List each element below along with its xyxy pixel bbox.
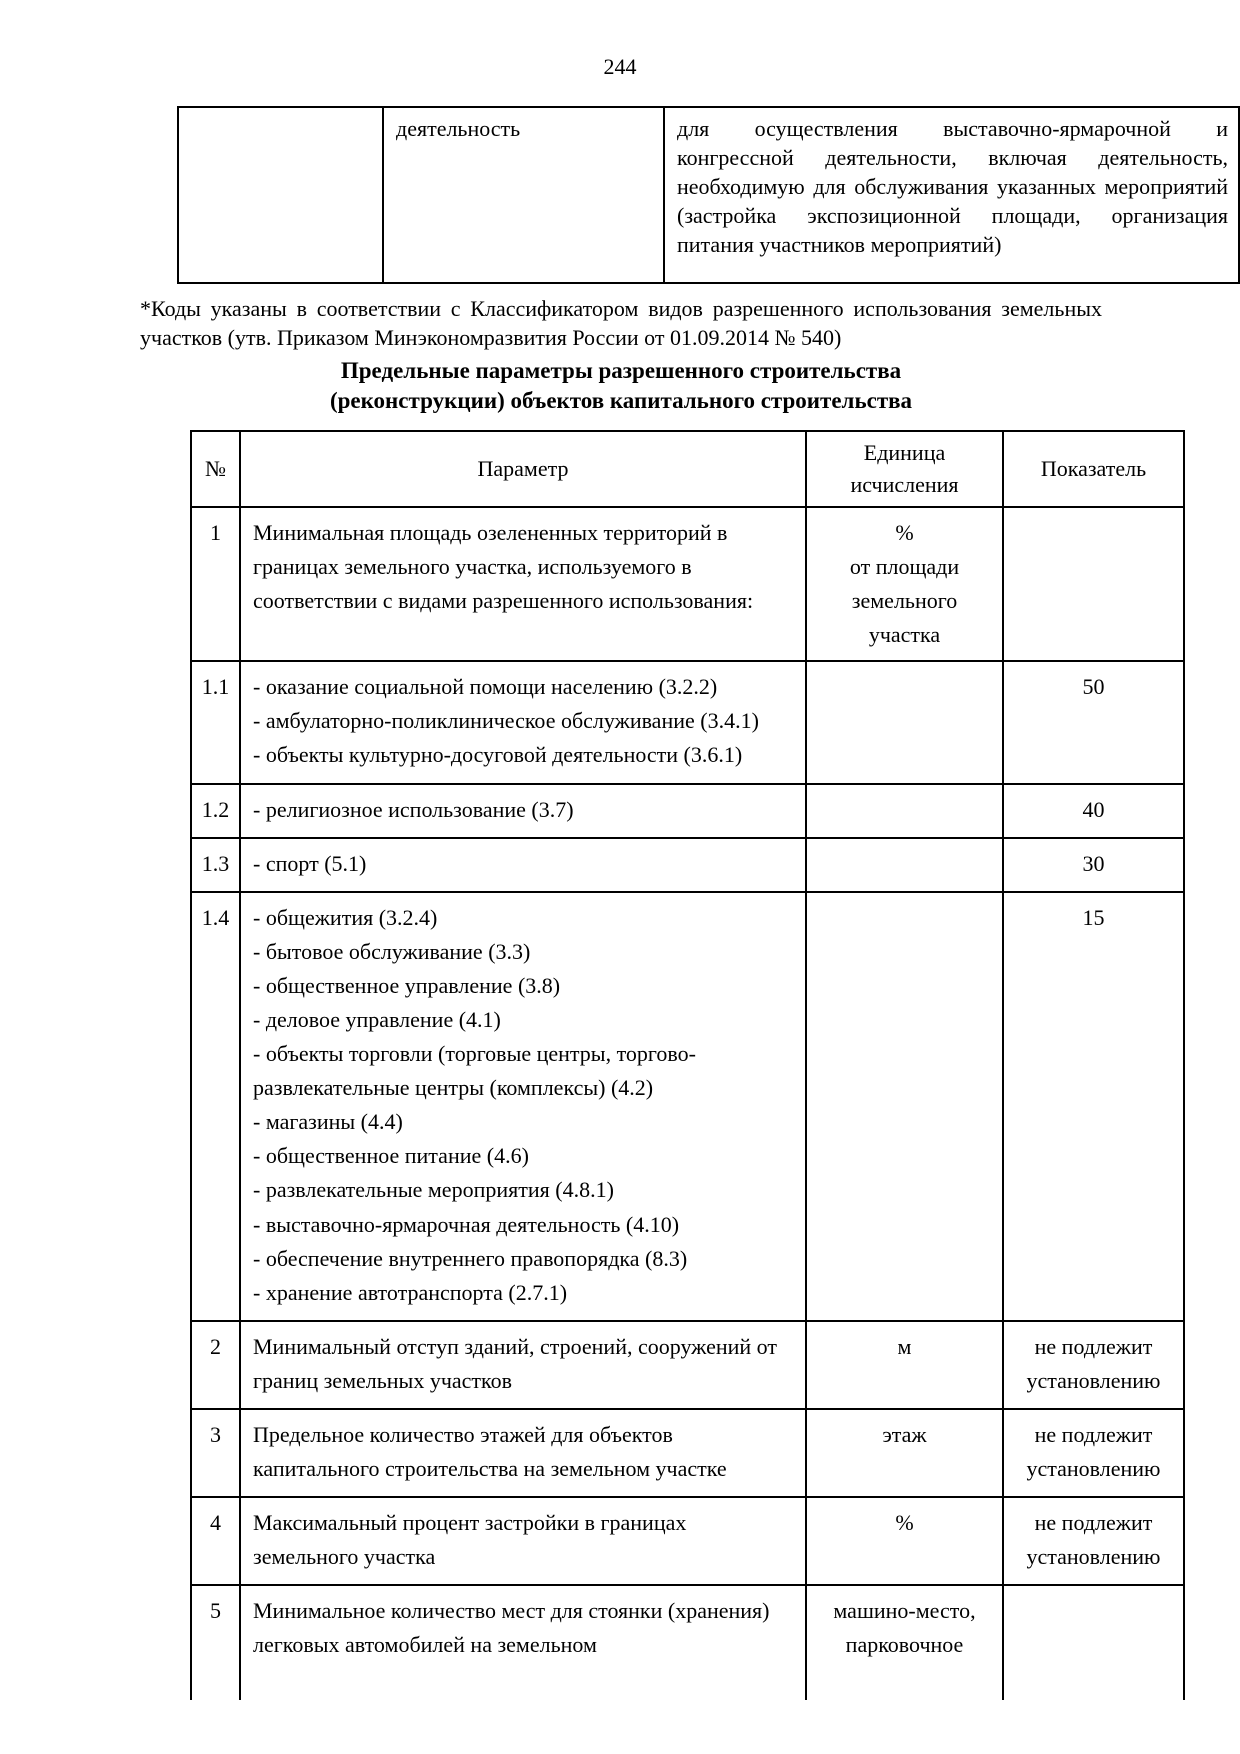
value-cell: 30: [1003, 838, 1184, 892]
table-row: [178, 107, 1239, 283]
value-cell: [1003, 1409, 1184, 1497]
unit-cell: [806, 784, 1003, 838]
continuation-cell-empty: [178, 107, 383, 283]
parameter-cell: Предельное количество этажей для объектов капитального строительства на земельном участке: [240, 1409, 806, 1497]
cell-line: - общественное управление (3.8): [253, 972, 561, 998]
parameter-cell: Минимальная площадь озелененных территорий в границах земельного участка, используемого в соответствии с видами разрешенного использования:: [240, 507, 806, 661]
unit-cell: [806, 1585, 1003, 1700]
table-row: [191, 1585, 1184, 1700]
cell-line: не подлежит: [1034, 1510, 1153, 1536]
cell-line: парковочное: [845, 1632, 964, 1658]
row-number-cell: 1.2: [191, 784, 240, 838]
cell-line: - обеспечение внутреннего правопорядка (8.3): [253, 1245, 688, 1271]
parameter-cell: Минимальный отступ зданий, строений, сооружений от границ земельных участков: [240, 1321, 806, 1409]
col-header-num: №: [191, 431, 240, 507]
table-row: [191, 892, 1184, 1321]
cell-line: - выставочно-ярмарочная деятельность (4.10): [253, 1211, 680, 1237]
parameter-cell: Минимальное количество мест для стоянки (хранения) легковых автомобилей на земельном: [240, 1585, 806, 1700]
cell-line: не подлежит: [1034, 1333, 1153, 1359]
cell-line: - объекты культурно-досуговой деятельности (3.6.1): [253, 742, 743, 768]
unit-cell: этаж: [806, 1409, 1003, 1497]
value-cell: [1003, 1497, 1184, 1585]
section-title: [140, 356, 1102, 416]
value-cell: [1003, 1585, 1184, 1700]
unit-cell: %: [806, 1497, 1003, 1585]
cell-line: установлению: [1026, 1456, 1161, 1482]
table-row: [191, 661, 1184, 783]
cell-line: установлению: [1026, 1367, 1161, 1393]
row-number-cell: 1: [191, 507, 240, 661]
continuation-cell-description: для осуществления выставочно-ярмарочной и конгрессной деятельности, включая деятельность, необходимую для обслуживания указанных мероприятий (застройка экспозиционной площади, организация питания участников мероприятий): [664, 107, 1239, 283]
row-number-cell: 3: [191, 1409, 240, 1497]
parameter-cell: [240, 661, 806, 783]
continuation-cell-activity: деятельность: [383, 107, 664, 283]
table-row: [191, 1409, 1184, 1497]
limit-parameters-table: [190, 430, 1185, 1701]
footnote: *Коды указаны в соответствии с Классификатором видов разрешенного использования земельных участков (утв. Приказом Минэкономразвития России от 01.09.2014 № 540): [140, 296, 1102, 351]
row-number-cell: 2: [191, 1321, 240, 1409]
table-row: [191, 1497, 1184, 1585]
parameter-cell: [240, 892, 806, 1321]
unit-cell: [806, 838, 1003, 892]
cell-line: - магазины (4.4): [253, 1109, 403, 1135]
value-cell: [1003, 1321, 1184, 1409]
cell-line: - амбулаторно-поликлиническое обслуживание (3.4.1): [253, 708, 759, 734]
col-header-unit: Единица исчисления: [806, 431, 1003, 507]
cell-line: от площади: [849, 553, 960, 579]
row-number-cell: 5: [191, 1585, 240, 1700]
page-number: 244: [603, 54, 637, 79]
cell-line: установлению: [1026, 1544, 1161, 1570]
unit-cell: [806, 507, 1003, 661]
parameter-cell: Максимальный процент застройки в границах земельного участка: [240, 1497, 806, 1585]
row-number-cell: 1.1: [191, 661, 240, 783]
cell-line: земельного: [851, 588, 958, 614]
value-cell: [1003, 507, 1184, 661]
parameter-cell: - религиозное использование (3.7): [240, 784, 806, 838]
section-title-line1: Предельные параметры разрешенного строительства: [340, 358, 902, 384]
cell-line: машино-место,: [833, 1598, 976, 1624]
cell-line: - хранение автотранспорта (2.7.1): [253, 1279, 568, 1305]
col-header-param: Параметр: [240, 431, 806, 507]
cell-line: участка: [868, 622, 941, 648]
row-number-cell: 1.4: [191, 892, 240, 1321]
cell-line: - общежития (3.2.4): [253, 904, 438, 930]
cell-line: - оказание социальной помощи населению (3.2.2): [253, 674, 718, 700]
cell-line: - деловое управление (4.1): [253, 1006, 501, 1032]
unit-cell: [806, 661, 1003, 783]
unit-cell: [806, 892, 1003, 1321]
unit-cell: м: [806, 1321, 1003, 1409]
value-cell: 50: [1003, 661, 1184, 783]
col-header-value: Показатель: [1003, 431, 1184, 507]
params-table-body: [191, 507, 1184, 1701]
table-row: [191, 1321, 1184, 1409]
cell-line: %: [895, 519, 914, 545]
cell-line: - общественное питание (4.6): [253, 1143, 529, 1169]
table-row: [191, 838, 1184, 892]
table-row: [191, 507, 1184, 661]
row-number-cell: 1.3: [191, 838, 240, 892]
parameter-cell: - спорт (5.1): [240, 838, 806, 892]
value-cell: 15: [1003, 892, 1184, 1321]
table-header-row: [191, 431, 1184, 507]
cell-line: - объекты торговли (торговые центры, торгово-развлекательные центры (комплексы) (4.2): [253, 1041, 696, 1101]
continuation-table: [177, 106, 1240, 284]
section-title-line2: (реконструкции) объектов капитального строительства: [329, 387, 913, 413]
cell-line: не подлежит: [1034, 1422, 1153, 1447]
value-cell: 40: [1003, 784, 1184, 838]
row-number-cell: 4: [191, 1497, 240, 1585]
cell-line: - развлекательные мероприятия (4.8.1): [253, 1177, 614, 1203]
cell-line: - бытовое обслуживание (3.3): [253, 938, 531, 964]
table-row: [191, 784, 1184, 838]
